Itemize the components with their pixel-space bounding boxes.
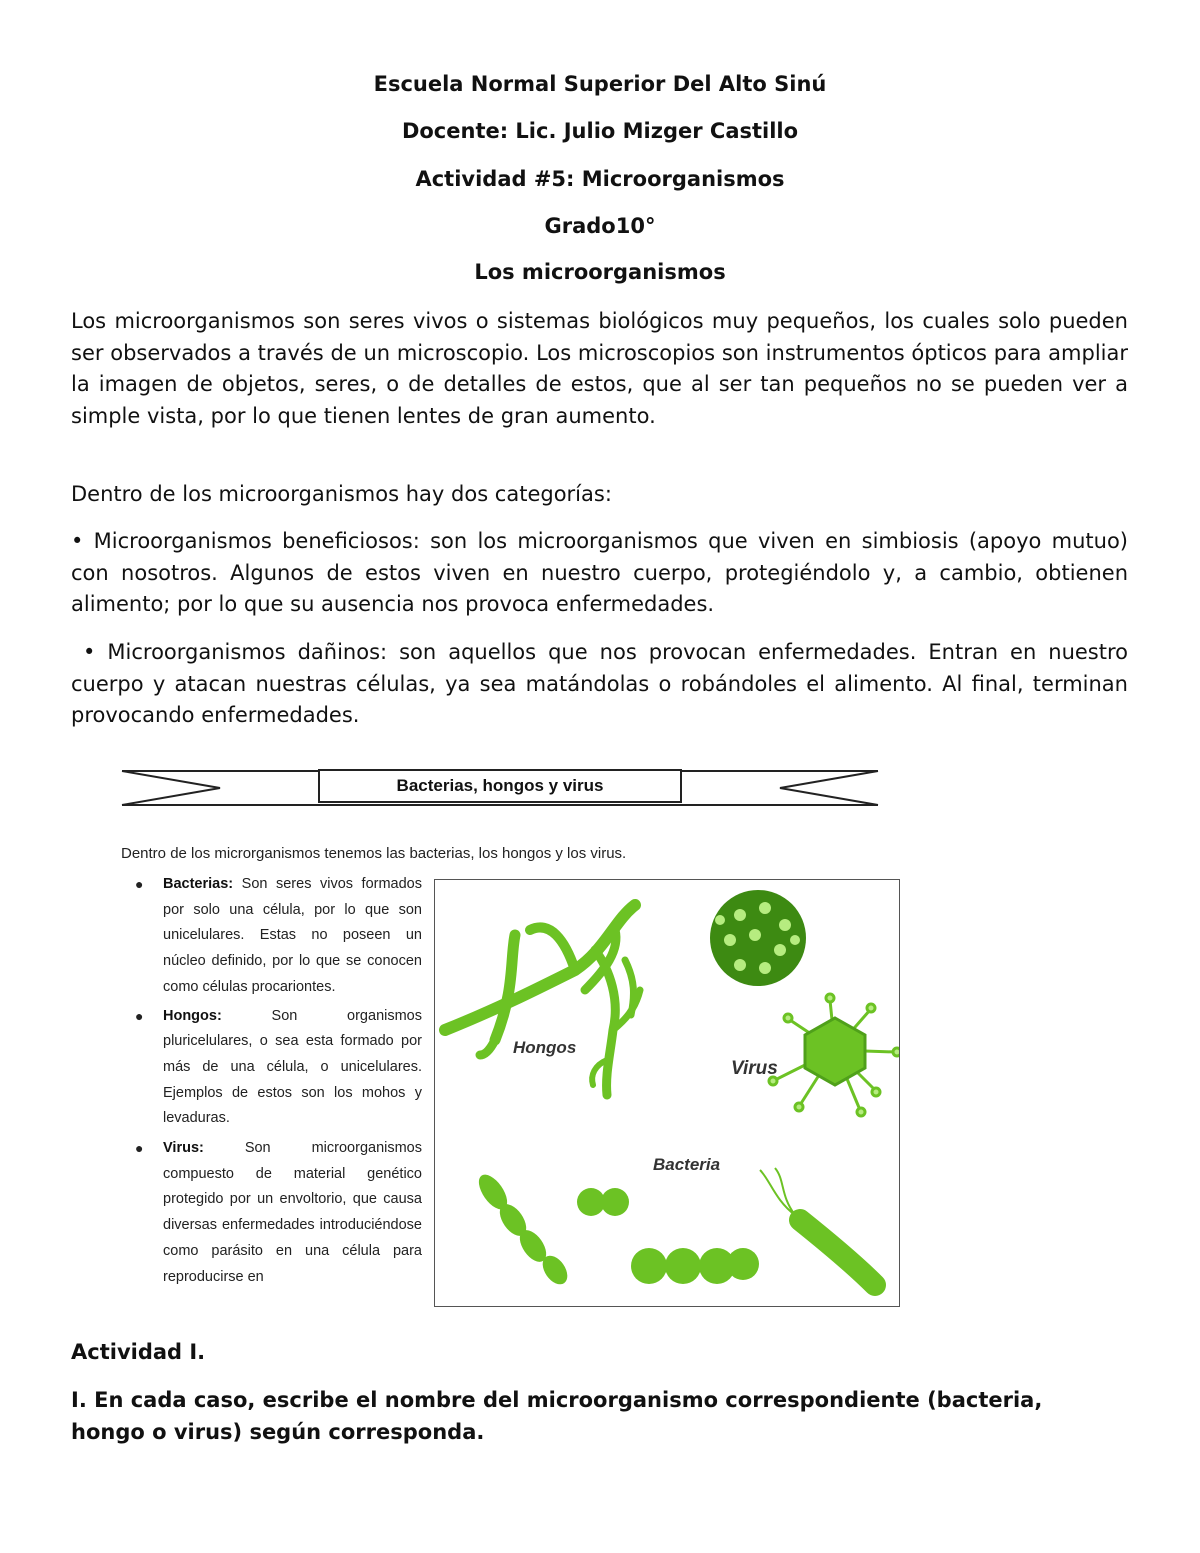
intro-paragraph: Los microorganismos son seres vivos o sistemas biológicos muy pequeños, los cuales solo pueden ser observados a través de un microscopio. Los microscopios son instrumentos ópticos para ampliar la imagen de objetos, seres, o de detalles de estos, que al ser tan pequeños no se pueden ver a simple vista, por lo que tienen lentes de gran aumento.	[71, 309, 1128, 428]
fungi-icon	[445, 905, 640, 1095]
microorganisms-illustration	[435, 880, 900, 1307]
beneficial-paragraph: • Microorganismos beneficiosos: son los microorganismos que viven en simbiosis (apoyo mutuo) con nosotros. Algunos de estos viven en nuestro cuerpo, protegiéndolo y, a cambio, obtienen alimento; por lo que su ausencia nos provoca enfermedades.	[71, 529, 1128, 616]
label-bacteria: Bacteria	[653, 1155, 721, 1174]
desc-bacterias: Son seres vivos formados por solo una célula, por lo que son unicelulares. Estas no poseen un núcleo definido, por lo que se conocen como células procariontes.	[163, 876, 422, 995]
desc-hongos: Son organismos pluricelulares, o sea esta formado por más de una célula, o unicelulares. Ejemplos de estos son los mohos y levaduras.	[163, 1007, 422, 1127]
insert-intro: Dentro de los microrganismos tenemos las bacterias, los hongos y los virus.	[121, 845, 627, 862]
section-title: Los microorganismos	[474, 260, 726, 284]
term-virus: Virus:	[163, 1140, 204, 1157]
label-virus: Virus	[731, 1058, 778, 1079]
virus-capsid-icon	[769, 994, 900, 1116]
bacteria-icon	[473, 1168, 875, 1289]
bullet-dot-icon: ●	[135, 1140, 144, 1157]
activity-instruction: I. En cada caso, escribe el nombre del microorganismo correspondiente (bacteria, hongo o virus) según corresponda.	[71, 1388, 1043, 1444]
banner-title: Bacterias, hongos y virus	[318, 769, 682, 803]
harmful-paragraph: • Microorganismos dañinos: son aquellos que nos provocan enfermedades. Entran en nuestro cuerpo y atacan nuestras células, ya sea matándolas o robándoles el alimento. Al final, terminan provocando enfermedades.	[71, 640, 1135, 727]
microorganism-list	[132, 872, 422, 1296]
list-item-virus	[132, 1136, 422, 1296]
label-hongos: Hongos	[513, 1038, 577, 1057]
term-bacterias: Bacterias:	[163, 876, 234, 892]
list-item-bacterias	[132, 872, 422, 1001]
bullet-dot-icon: ●	[135, 1007, 144, 1024]
term-hongos: Hongos:	[163, 1007, 222, 1024]
bullet-dot-icon: ●	[135, 876, 144, 892]
list-item-hongos	[132, 1004, 422, 1133]
activity-heading: Actividad I.	[71, 1340, 206, 1364]
school-name: Escuela Normal Superior Del Alto Sinú	[373, 72, 827, 96]
microorganisms-figure	[434, 879, 900, 1307]
desc-virus: Son microorganismos compuesto de material genético protegido por un envoltorio, que causa diversas enfermedades introduciéndose como parásito en una célula para reproducirse en	[163, 1140, 422, 1285]
categories-paragraph: Dentro de los microorganismos hay dos categorías:	[71, 482, 612, 506]
teacher-line: Docente: Lic. Julio Mizger Castillo	[401, 119, 799, 143]
activity-title: Actividad #5: Microorganismos	[415, 167, 785, 191]
grade-line: Grado10°	[544, 214, 656, 238]
virus-sphere-icon	[710, 890, 806, 986]
